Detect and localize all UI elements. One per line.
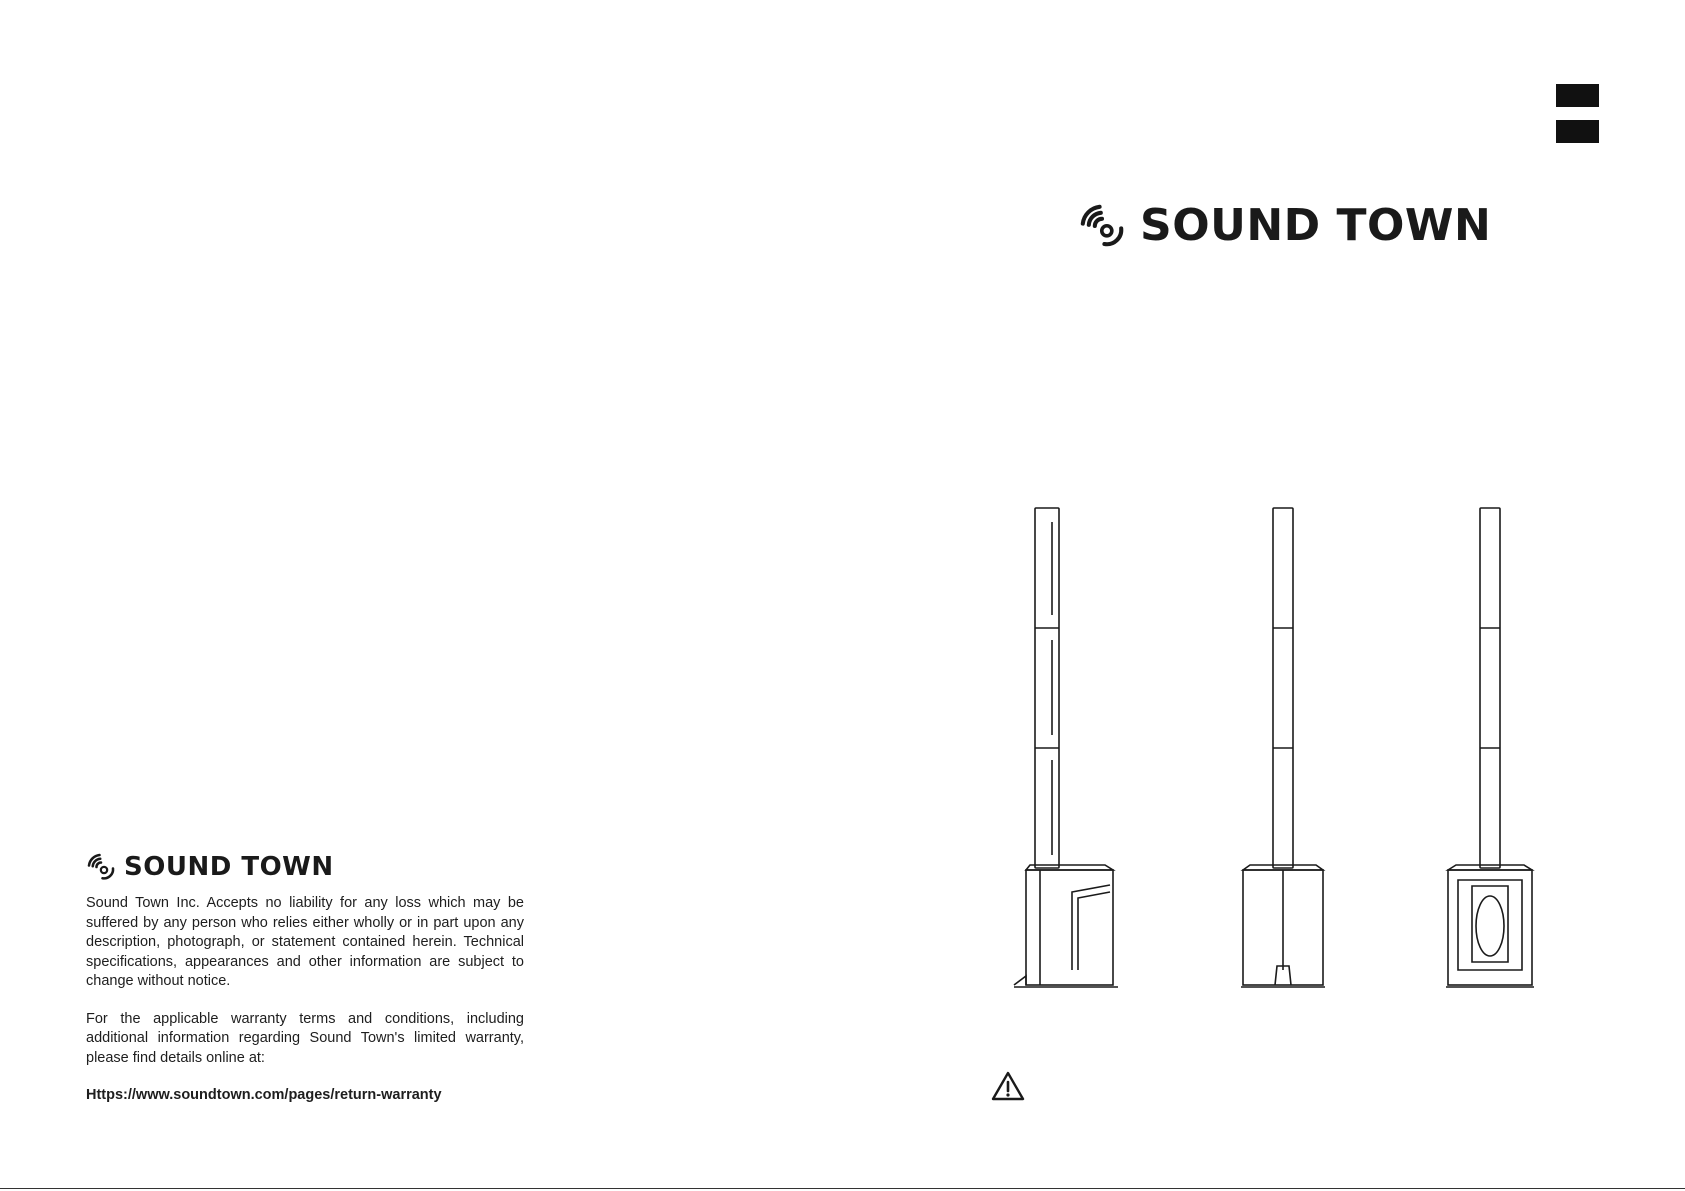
section-tab <box>1556 84 1599 107</box>
soundwave-logo-icon <box>86 852 116 882</box>
liability-text: Sound Town Inc. Accepts no liability for any loss which may be suffered by any person who relies either wholly or in part upon any description, photograph, or statement contained herein. Technical specifications, appearances and other information are subject to change without notice. <box>86 895 524 989</box>
warranty-text: For the applicable warranty terms and conditions, including additional information regarding Sound Town's limited warranty, please find details online at: <box>86 1010 524 1066</box>
brand-logo-large <box>1078 200 1491 251</box>
rear-view <box>1446 508 1534 987</box>
brand-logo-small <box>86 852 334 882</box>
product-illustrations <box>1000 500 1560 1000</box>
warning-triangle-icon <box>990 1070 1026 1102</box>
front-view <box>1241 508 1325 987</box>
side-view <box>1014 508 1118 987</box>
brand-name: SOUND TOWN <box>124 852 334 882</box>
disclaimer-block <box>86 894 524 1124</box>
brand-name: SOUND TOWN <box>1140 200 1492 251</box>
left-page <box>0 0 842 1191</box>
soundwave-logo-icon <box>1078 202 1126 250</box>
warranty-url[interactable]: Https://www.soundtown.com/pages/return-warranty <box>86 1087 442 1103</box>
bottom-divider <box>0 1188 1685 1189</box>
section-tab <box>1556 120 1599 143</box>
